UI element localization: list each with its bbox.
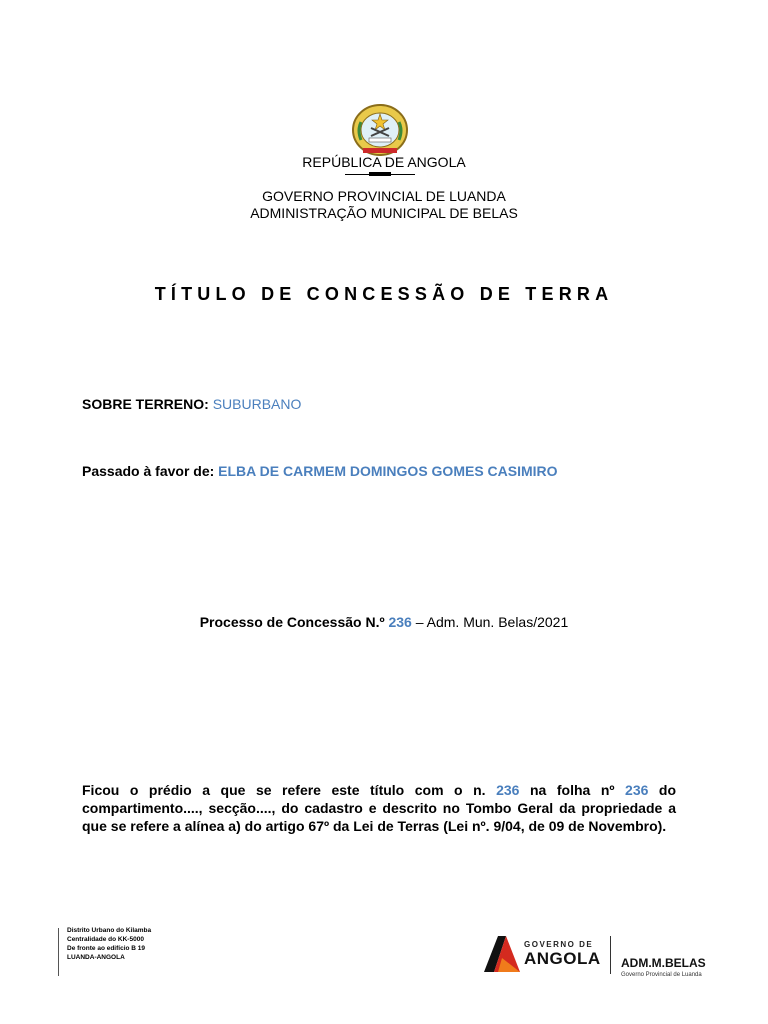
terrain-label: SOBRE TERRENO: <box>82 396 209 412</box>
holder-label: Passado à favor de: <box>82 463 215 479</box>
terrain-line <box>82 396 301 412</box>
adm-belas-sub: Governo Provincial de Luanda <box>621 972 702 978</box>
holder-line <box>82 463 558 479</box>
address-line: LUANDA-ANGOLA <box>67 954 125 961</box>
paragraph-text-2: na folha nº <box>530 782 615 798</box>
paragraph-text-3: do compartimento...., secção...., do cadastro e descrito no Tombo Geral da propriedade a que se refere a alínea a) do artigo 67º da Lei de Terras (Lei nº. 9/04, de 09 de Novembro). <box>82 782 677 834</box>
footer-address-bar <box>58 928 59 976</box>
paragraph-text-1: Ficou o prédio a que se refere este título com o n. <box>82 782 486 798</box>
logo-divider <box>610 936 611 974</box>
republic-heading: REPÚBLICA DE ANGOLA <box>302 154 466 170</box>
terrain-value: SUBURBANO <box>212 396 302 412</box>
address-line: Centralidade do KK-5000 <box>67 936 144 943</box>
address-line: Distrito Urbano do Kilamba <box>67 927 152 934</box>
holder-name: ELBA DE CARMEM DOMINGOS GOMES CASIMIRO <box>218 463 558 479</box>
process-line <box>0 614 768 630</box>
header-divider-mark <box>369 172 391 176</box>
process-label: Processo de Concessão N.º <box>199 614 385 630</box>
municipality-heading: ADMINISTRAÇÃO MUNICIPAL DE BELAS <box>250 205 518 221</box>
footer-address <box>67 926 151 962</box>
logo-main-text: ANGOLA <box>524 949 601 968</box>
angola-emblem-icon <box>349 100 411 158</box>
process-number: 236 <box>388 614 412 630</box>
logo-top-text: GOVERNO DE <box>524 940 594 949</box>
paragraph-number-1: 236 <box>496 782 520 798</box>
document-title: TÍTULO DE CONCESSÃO DE TERRA <box>154 284 614 304</box>
paragraph-number-2: 236 <box>625 782 649 798</box>
governo-angola-logo-icon <box>480 934 522 974</box>
process-suffix: – Adm. Mun. Belas/2021 <box>415 614 569 630</box>
adm-belas-label: ADM.M.BELAS <box>621 956 706 970</box>
address-line: De fronte ao edifício B 19 <box>67 945 146 952</box>
province-heading: GOVERNO PROVINCIAL DE LUANDA <box>262 188 506 204</box>
registration-paragraph <box>82 781 676 835</box>
